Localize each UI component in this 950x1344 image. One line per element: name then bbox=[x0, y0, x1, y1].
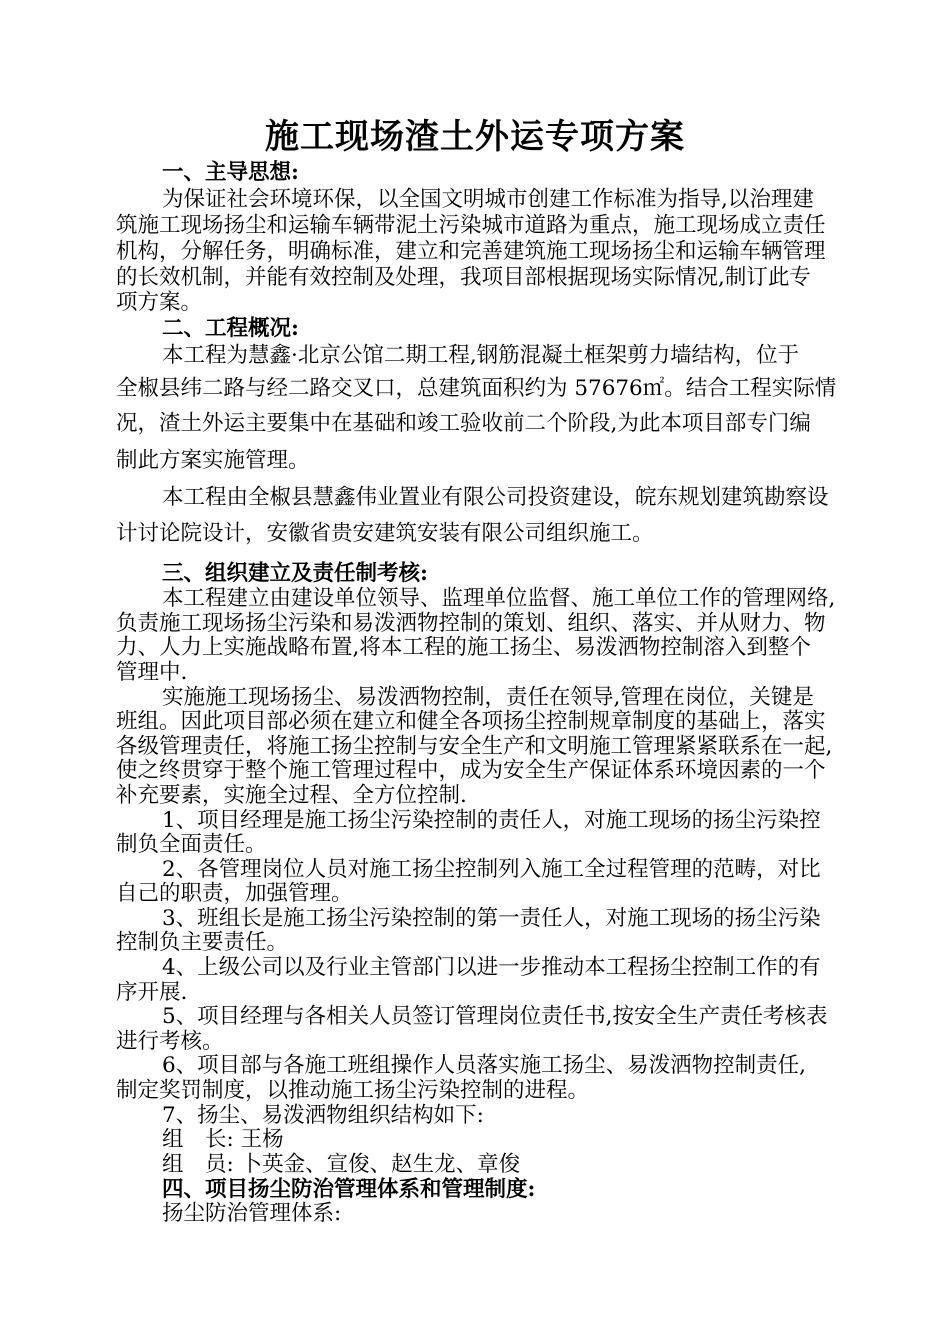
paragraph-line: 管理中. bbox=[116, 660, 188, 685]
heading-organization: 三、组织建立及责任制考核: bbox=[162, 561, 428, 586]
paragraph-line: 计讨论院设计，安徽省贵安建筑安装有限公司组织施工。 bbox=[116, 521, 654, 546]
document-title: 施工现场渣土外运专项方案 bbox=[265, 117, 685, 157]
heading-guiding-ideology: 一、主导思想: bbox=[162, 160, 299, 185]
paragraph-line: 本工程为慧鑫·北京公馆二期工程,钢筋混凝土框架剪力墙结构，位于 bbox=[162, 343, 800, 368]
team-leader-line: 组 长: 王杨 bbox=[162, 1127, 284, 1152]
heading-project-overview: 二、工程概况: bbox=[162, 316, 299, 341]
paragraph-line: 筑施工现场扬尘和运输车辆带泥土污染城市道路为重点，施工现场成立责任 bbox=[116, 213, 826, 238]
paragraph-line: 力、人力上实施战略布置,将本工程的施工扬尘、易泼洒物控制溶入到整个 bbox=[116, 635, 811, 660]
paragraph-line: 班组。因此项目部必须在建立和健全各项扬尘控制规章制度的基础上，落实 bbox=[116, 709, 826, 734]
paragraph-line: 的长效机制，并能有效控制及处理，我项目部根据现场实际情况,制订此专 bbox=[116, 265, 811, 290]
list-item-continuation: 控制负主要责任。 bbox=[116, 930, 289, 955]
list-item: 2、各管理岗位人员对施工扬尘控制列入施工全过程管理的范畴，对比 bbox=[162, 857, 821, 882]
list-item: 4、上级公司以及行业主管部门以进一步推动本工程扬尘控制工作的有 bbox=[162, 955, 821, 980]
paragraph-line: 项方案。 bbox=[116, 290, 203, 315]
list-item-continuation: 制负全面责任。 bbox=[116, 832, 267, 857]
list-item-continuation: 自己的职责，加强管理。 bbox=[116, 881, 353, 906]
paragraph-line: 扬尘防治管理体系: bbox=[162, 1201, 342, 1226]
list-item-continuation: 制定奖罚制度，以推动施工扬尘污染控制的进程。 bbox=[116, 1078, 590, 1103]
list-item: 5、项目经理与各相关人员签订管理岗位责任书,按安全生产责任考核表 bbox=[162, 1004, 828, 1029]
paragraph-line: 机构，分解任务，明确标准，建立和完善建筑施工现场扬尘和运输车辆管理 bbox=[116, 239, 826, 264]
paragraph-line: 补充要素，实施全过程、全方位控制. bbox=[116, 783, 467, 808]
paragraph-line: 为保证社会环境环保，以全国文明城市创建工作标准为指导,以治理建 bbox=[162, 187, 814, 212]
heading-dust-control: 四、项目扬尘防治管理体系和管理制度: bbox=[162, 1177, 536, 1202]
list-item: 7、扬尘、易泼洒物组织结构如下: bbox=[162, 1103, 484, 1128]
paragraph-line: 本工程由全椒县慧鑫伟业置业有限公司投资建设，皖东规划建筑勘察设 bbox=[162, 485, 829, 510]
paragraph-line: 负责施工现场扬尘污染和易泼洒物控制的策划、组织、落实、并从财力、物 bbox=[116, 611, 826, 636]
paragraph-line: 况，渣土外运主要集中在基础和竣工验收前二个阶段,为此本项目部专门编 bbox=[116, 411, 811, 436]
list-item: 3、班组长是施工扬尘污染控制的第一责任人，对施工现场的扬尘污染 bbox=[162, 906, 821, 931]
list-item-continuation: 序开展. bbox=[116, 980, 188, 1005]
paragraph-line: 制此方案实施管理。 bbox=[116, 448, 310, 473]
paragraph-line: 本工程建立由建设单位领导、监理单位监督、施工单位工作的管理网络, bbox=[162, 586, 836, 611]
paragraph-line: 实施施工现场扬尘、易泼洒物控制，责任在领导,管理在岗位，关键是 bbox=[162, 685, 814, 710]
list-item: 6、项目部与各施工班组操作人员落实施工扬尘、易泼洒物控制责任, bbox=[162, 1053, 807, 1078]
list-item-continuation: 进行考核。 bbox=[116, 1029, 224, 1054]
team-members-line: 组 员: 卜英金、宣俊、赵生龙、章俊 bbox=[162, 1152, 521, 1177]
paragraph-line: 各级管理责任，将施工扬尘控制与安全生产和文明施工管理紧紧联系在一起, bbox=[116, 734, 833, 759]
list-item: 1、项目经理是施工扬尘污染控制的责任人，对施工现场的扬尘污染控 bbox=[162, 808, 821, 833]
paragraph-line: 使之终贯穿于整个施工管理过程中，成为安全生产保证体系环境因素的一个 bbox=[116, 758, 826, 783]
paragraph-line: 全椒县纬二路与经二路交叉口，总建筑面积约为 57676㎡。结合工程实际情 bbox=[116, 376, 837, 401]
